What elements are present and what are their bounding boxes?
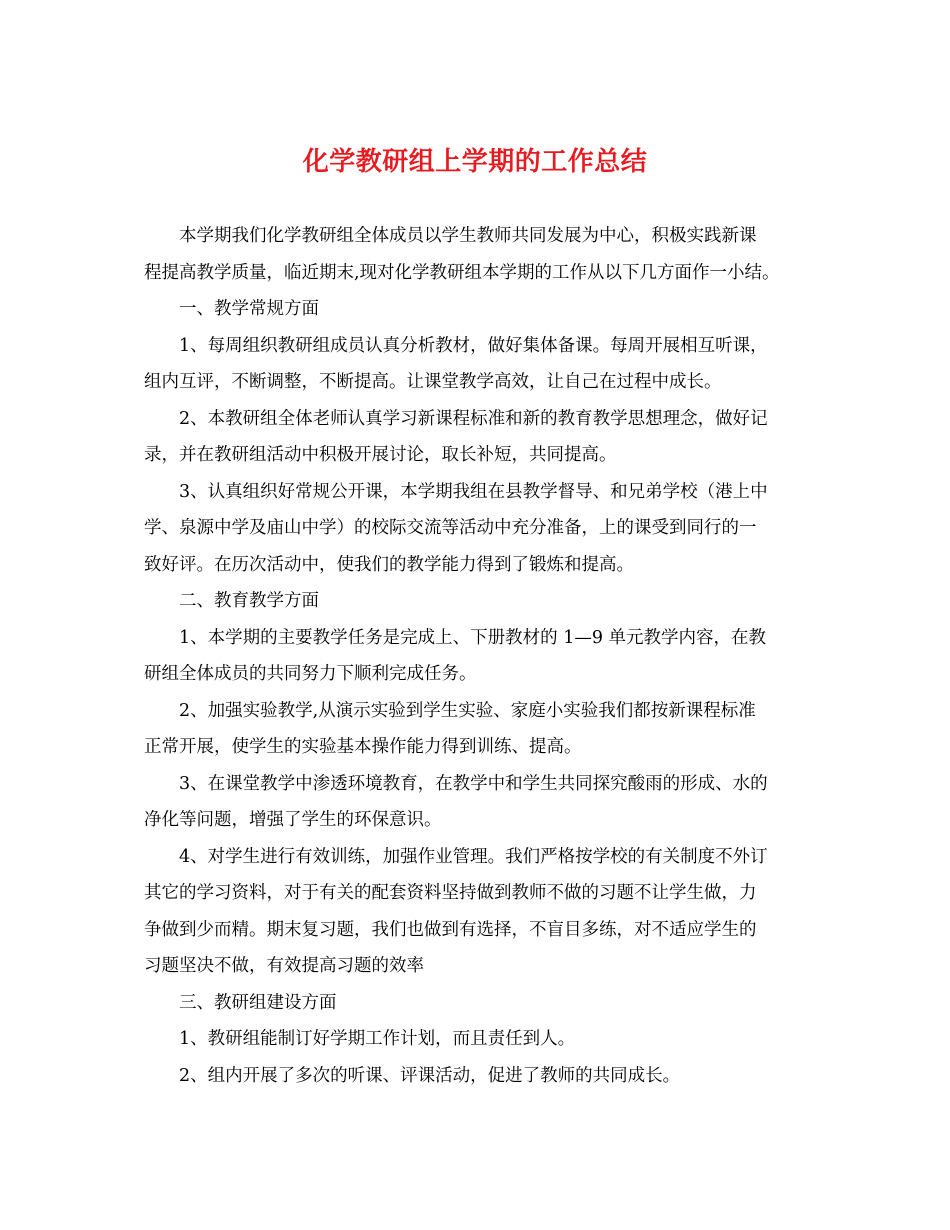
text-line: 二、教育教学方面: [179, 591, 319, 611]
text-line: 1、本学期的主要教学任务是完成上、下册教材的 1—9 单元教学内容，在教: [179, 627, 767, 648]
text-line: 2、本教研组全体老师认真学习新课程标准和新的教育教学思想理念，做好记: [179, 408, 768, 429]
text-line: 录，并在教研组活动中积极开展讨论，取长补短，共同提高。: [144, 445, 617, 465]
text-line: 组内互评，不断调整，不断提高。让课堂教学高效，让自己在过程中成长。: [144, 372, 722, 392]
text-line: 3、认真组织好常规公开课，本学期我组在县教学督导、和兄弟学校（港上中: [179, 481, 768, 502]
text-line: 其它的学习资料，对于有关的配套资料坚持做到教师不做的习题不让学生做，力: [144, 883, 757, 903]
text-line: 4、对学生进行有效训练，加强作业管理。我们严格按学校的有关制度不外订: [179, 846, 768, 867]
text-line: 习题坚决不做，有效提高习题的效率: [144, 956, 424, 976]
text-line: 争做到少而精。期末复习题，我们也做到有选择，不盲目多练，对不适应学生的: [144, 919, 757, 940]
text-line: 3、在课堂教学中渗透环境教育，在教学中和学生共同探究酸雨的形成、水的: [179, 773, 768, 794]
document-title: 化学教研组上学期的工作总结: [302, 147, 648, 177]
text-line: 2、加强实验教学,从演示实验到学生实验、家庭小实验我们都按新课程标准: [179, 700, 756, 721]
document-body: [144, 218, 814, 1094]
text-line: 研组全体成员的共同努力下顺利完成任务。: [144, 664, 477, 684]
text-line: 本学期我们化学教研组全体成员以学生教师共同发展为中心，积极实践新课: [179, 226, 757, 246]
text-line: 三、教研组建设方面: [179, 992, 337, 1013]
text-line: 1、教研组能制订好学期工作计划，而且责任到人。: [179, 1029, 576, 1049]
text-line: 净化等问题，增强了学生的环保意识。: [144, 810, 442, 830]
text-line: 程提高教学质量，临近期末,现对化学教研组本学期的工作从以下几方面作一小结。: [144, 262, 780, 283]
text-line: 2、组内开展了多次的听课、评课活动，促进了教师的共同成长。: [179, 1065, 681, 1086]
text-line: 学、泉源中学及庙山中学）的校际交流等活动中充分准备，上的课受到同行的一: [144, 518, 757, 538]
text-line: 致好评。在历次活动中，使我们的教学能力得到了锻炼和提高。: [144, 554, 634, 575]
text-line: 1、每周组织教研组成员认真分析教材，做好集体备课。每周开展相互听课，: [179, 335, 768, 356]
text-line: 正常开展，使学生的实验基本操作能力得到训练、提高。: [144, 737, 582, 757]
text-line: 一、教学常规方面: [179, 299, 319, 319]
